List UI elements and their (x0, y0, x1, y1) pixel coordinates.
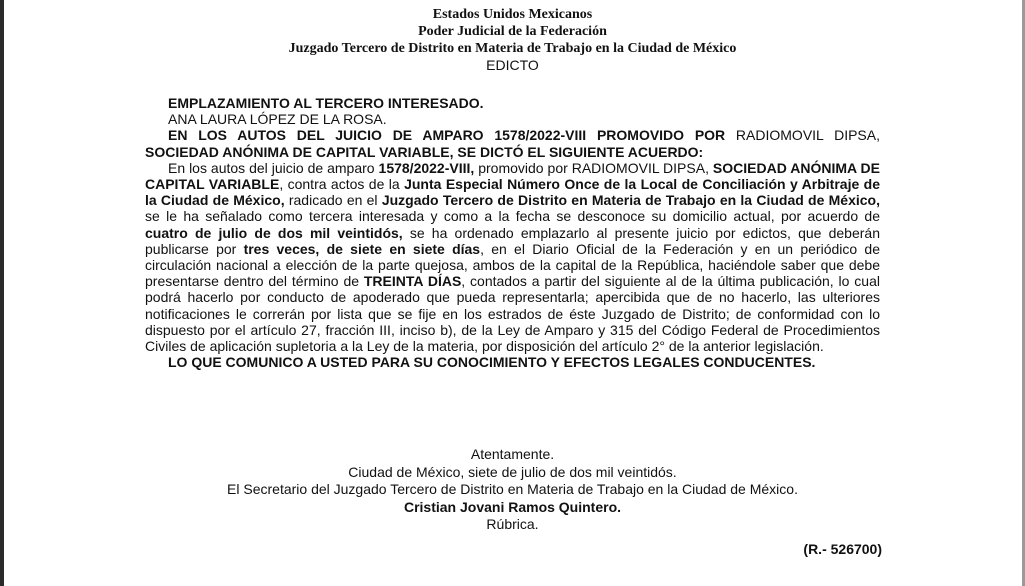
notice-body (145, 95, 880, 370)
salutation: Atentamente. (470, 446, 555, 462)
body-bold-3: Junta Especial Número Once de la Local de Conciliación y Arbitraje de la Ciudad de México, (145, 176, 880, 209)
body-bold-1: 1578/2022-VIII, (378, 159, 475, 176)
reference-number: (R.- 526700) (803, 541, 882, 557)
body-text-8: , contados a partir del siguiente al de la última publicación, lo cual podrá hacerlo por conducto de apoderado que pueda representarla; apercibida que de no hacerlo, las ulteriores notificaciones le correrán por lista que se fije en los estrados de éste Juzgado de Distrito; de conformidad con lo dispuesto por el artículo 27, fracción III, inciso b), de la Ley de Amparo y 315 del Código Federal de Procedimientos Civiles de aplicación supletoria a la Ley de la materia, por disposición del artículo 2° de la anterior legislación. (145, 273, 880, 355)
notice-addressee: ANA LAURA LÓPEZ DE LA ROSA. (168, 111, 387, 128)
body-text-2: promovido por RADIOMOVIL DIPSA, (474, 159, 713, 176)
place-date: Ciudad de México, siete de julio de dos mil veintidós. (348, 463, 677, 480)
body-bold-5: cuatro de julio de dos mil veintidós, (145, 224, 403, 241)
header-country: Estados Unidos Mexicanos (432, 7, 593, 22)
body-text-7: , en el Diario Oficial de la Federación y en un periódico de circulación nacional a elección de la parte quejosa, ambos de la capital de la República, haciéndole saber que debe presentarse dentro del término de (145, 240, 880, 290)
body-text-1: En los autos del juicio de amparo (168, 159, 379, 176)
signer-title: El Secretario del Juzgado Tercero de Distrito en Materia de Trabajo en la Ciudad de México. (227, 481, 798, 497)
body-text-5: se le ha señalado como tercera interesada y como a la fecha se desconoce su domicilio actual, por acuerdo de (145, 208, 880, 225)
signature-block (0, 446, 1025, 534)
notice-paragraph (145, 160, 880, 354)
intro-part-3: SOCIEDAD ANÓNIMA DE CAPITAL VARIABLE, SE DICTÓ EL SIGUIENTE ACUERDO: (145, 143, 704, 160)
signer-name: Cristian Jovani Ramos Quintero. (403, 498, 622, 515)
body-bold-6: tres veces, de siete en siete días (243, 240, 481, 257)
intro-part-1: EN LOS AUTOS DEL JUICIO DE AMPARO 1578/2022-VIII PROMOVIDO POR (168, 127, 726, 144)
body-text-4: radicado en el (284, 192, 382, 209)
body-bold-4: Juzgado Tercero de Distrito en Materia de Trabajo en la Ciudad de México, (381, 192, 880, 209)
document-header (0, 6, 1025, 74)
header-court: Juzgado Tercero de Distrito en Materia de Trabajo en la Ciudad de México (288, 41, 737, 56)
notice-heading: EMPLAZAMIENTO AL TERCERO INTERESADO. (168, 95, 484, 111)
notice-intro (145, 127, 880, 159)
intro-part-2: RADIOMOVIL DIPSA, (725, 127, 880, 144)
body-text-3: , contra actos de la (279, 176, 405, 193)
rubric: Rúbrica. (486, 516, 539, 532)
body-bold-7: TREINTA DÍAS (363, 273, 462, 290)
header-branch: Poder Judicial de la Federación (418, 24, 607, 39)
body-text-6: se ha ordenado emplazarlo al presente juicio por edictos, que deberán publicarse por (145, 224, 880, 257)
body-bold-2: SOCIEDAD ANÓNIMA DE CAPITAL VARIABLE (145, 159, 881, 193)
closing-statement: LO QUE COMUNICO A USTED PARA SU CONOCIMIENTO Y EFECTOS LEGALES CONDUCENTES. (168, 354, 816, 371)
header-doc-type: EDICTO (486, 57, 539, 73)
